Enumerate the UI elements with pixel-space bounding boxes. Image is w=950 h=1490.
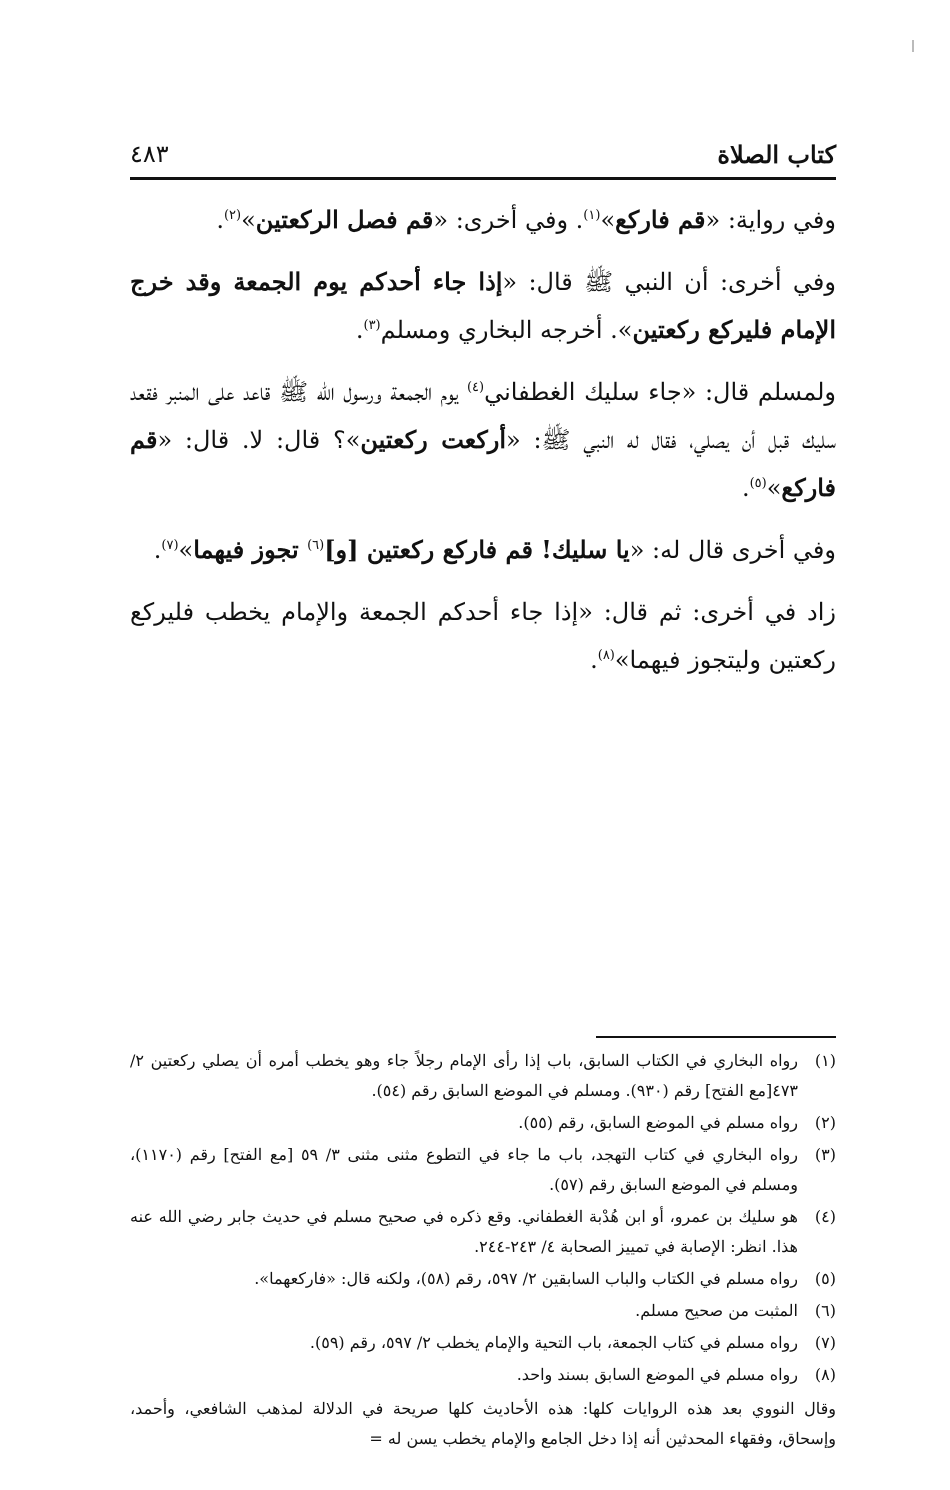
footnote-ref: (٥) <box>749 476 767 491</box>
footnote-text: رواه مسلم في الموضع السابق، رقم (٥٥). <box>518 1113 798 1132</box>
footnote-number: (٦) <box>814 1301 836 1320</box>
paragraph <box>130 588 836 684</box>
hadith-quote: قم فصل الركعتين <box>255 205 434 234</box>
main-text <box>130 196 836 698</box>
footnote-ref: (٦) <box>307 538 325 553</box>
hadith-quote: إذا جاء أحدكم يوم الجمعة وقد خرج الإمام فليركع ركعتين <box>130 267 836 344</box>
text-run: وفي أخرى: أن النبي ﷺ قال: « <box>502 268 836 296</box>
text-run: . <box>741 474 750 502</box>
text-run: زاد في أخرى: ثم قال: «إذا جاء أحدكم الجمعة والإمام يخطب فليركع ركعتين وليتجوز فيهما» <box>130 598 836 674</box>
text-run: »؟ قال: لا. قال: « <box>157 426 361 454</box>
chapter-title: كتاب الصلاة <box>717 140 836 169</box>
footnote-text: رواه البخاري في الكتاب السابق، باب إذا رأى الإمام رجلاً جاء وهو يخطب أمره أن يصلي ركعتين ٢/ ٤٧٣[مع الفتح] رقم (٩٣٠). ومسلم في الموضع السابق رقم (٥٤). <box>130 1051 799 1100</box>
footnote <box>130 1360 836 1390</box>
text-run: . <box>216 206 224 234</box>
footnote-ref: (٣) <box>363 318 381 333</box>
footnote-number: (١) <box>814 1051 836 1070</box>
footnote-ref: (٧) <box>161 538 179 553</box>
paragraph <box>130 526 836 574</box>
text-run: ولمسلم قال: «جاء سليك الغطفاني <box>484 378 836 406</box>
header-divider <box>130 177 836 180</box>
hadith-quote: أركعت ركعتين <box>360 425 507 454</box>
text-run: . وفي أخرى: « <box>433 206 584 234</box>
hadith-quote: قم فاركع <box>615 205 706 234</box>
footnote-ref: (١) <box>583 208 601 223</box>
footnote-text: رواه البخاري في كتاب التهجد، باب ما جاء في التطوع مثنى مثنى ٣/ ٥٩ [مع الفتح] رقم (١١٧٠)، ومسلم في الموضع السابق رقم (٥٧). <box>130 1145 799 1194</box>
text-run: » <box>241 206 256 234</box>
paragraph <box>130 368 836 512</box>
text-run: » <box>766 474 782 502</box>
text-run: . <box>590 646 598 674</box>
footnote <box>130 1140 836 1200</box>
footnote-ref: (٨) <box>597 648 615 663</box>
footnote-number: (٨) <box>814 1365 836 1384</box>
hadith-quote: قم فاركع <box>130 425 836 502</box>
hadith-quote: تجوز فيهما <box>193 535 308 564</box>
paragraph <box>130 196 836 244</box>
footnote-number: (٢) <box>814 1113 836 1132</box>
footnote <box>130 1296 836 1326</box>
footnote-divider <box>596 1036 836 1038</box>
text-run: . <box>153 536 162 564</box>
footnote <box>130 1202 836 1262</box>
text-run: » <box>178 536 194 564</box>
text-run: » <box>600 206 616 234</box>
text-run: وفي أخرى قال له: « <box>629 536 836 564</box>
footnote-number: (٤) <box>814 1207 836 1226</box>
text-run: . <box>355 316 364 344</box>
running-header <box>130 132 836 176</box>
footnote-number: (٣) <box>814 1145 836 1164</box>
text-run: يوم الجمعة ورسول الله ﷺ قاعد على المنبر فقعد سليك قبل أن يصلي، فقال له النبي ﷺ: « <box>130 378 837 454</box>
paragraph <box>130 258 836 354</box>
scan-mark <box>912 40 914 52</box>
footnote-text: هو سليك بن عمرو، أو ابن هُدْبة الغطفاني. وقع ذكره في صحيح مسلم في حديث جابر رضي الله عنه هذا. انظر: الإصابة في تمييز الصحابة ٤/ ٢٤٣-٢٤٤. <box>130 1207 798 1256</box>
footnote-continuation: وقال النووي بعد هذه الروايات كلها: هذه الأحاديث كلها صريحة في الدلالة لمذهب الشافعي، وأحمد، وإسحاق، وفقهاء المحدثين أنه إذا دخل الجامع والإمام يخطب يسن له = <box>130 1399 836 1448</box>
footnote-number: (٥) <box>814 1269 836 1288</box>
text-run: وفي رواية: « <box>705 206 836 234</box>
footnote-ref: (٤) <box>466 380 485 395</box>
footnote-ref: (٢) <box>223 208 242 223</box>
footnote-text: رواه مسلم في كتاب الجمعة، باب التحية والإمام يخطب ٢/ ٥٩٧، رقم (٥٩). <box>309 1333 798 1352</box>
footnote <box>130 1108 836 1138</box>
footnote <box>130 1264 836 1294</box>
footnote-number: (٧) <box>814 1333 836 1352</box>
footnote-text: رواه مسلم في الموضع السابق بسند واحد. <box>516 1365 798 1384</box>
footnote-text: المثبت من صحيح مسلم. <box>635 1301 798 1320</box>
text-run: ». أخرجه البخاري ومسلم <box>380 316 633 344</box>
footnote <box>130 1328 836 1358</box>
footnotes <box>130 1046 836 1454</box>
page-number: ٤٨٣ <box>130 140 169 168</box>
footnote <box>130 1046 836 1106</box>
footnote-text: رواه مسلم في الكتاب والباب السابقين ٢/ ٥٩٧، رقم (٥٨)، ولكنه قال: «فاركعهما». <box>254 1269 798 1288</box>
hadith-quote: يا سليك! قم فاركع ركعتين [و] <box>324 535 630 564</box>
